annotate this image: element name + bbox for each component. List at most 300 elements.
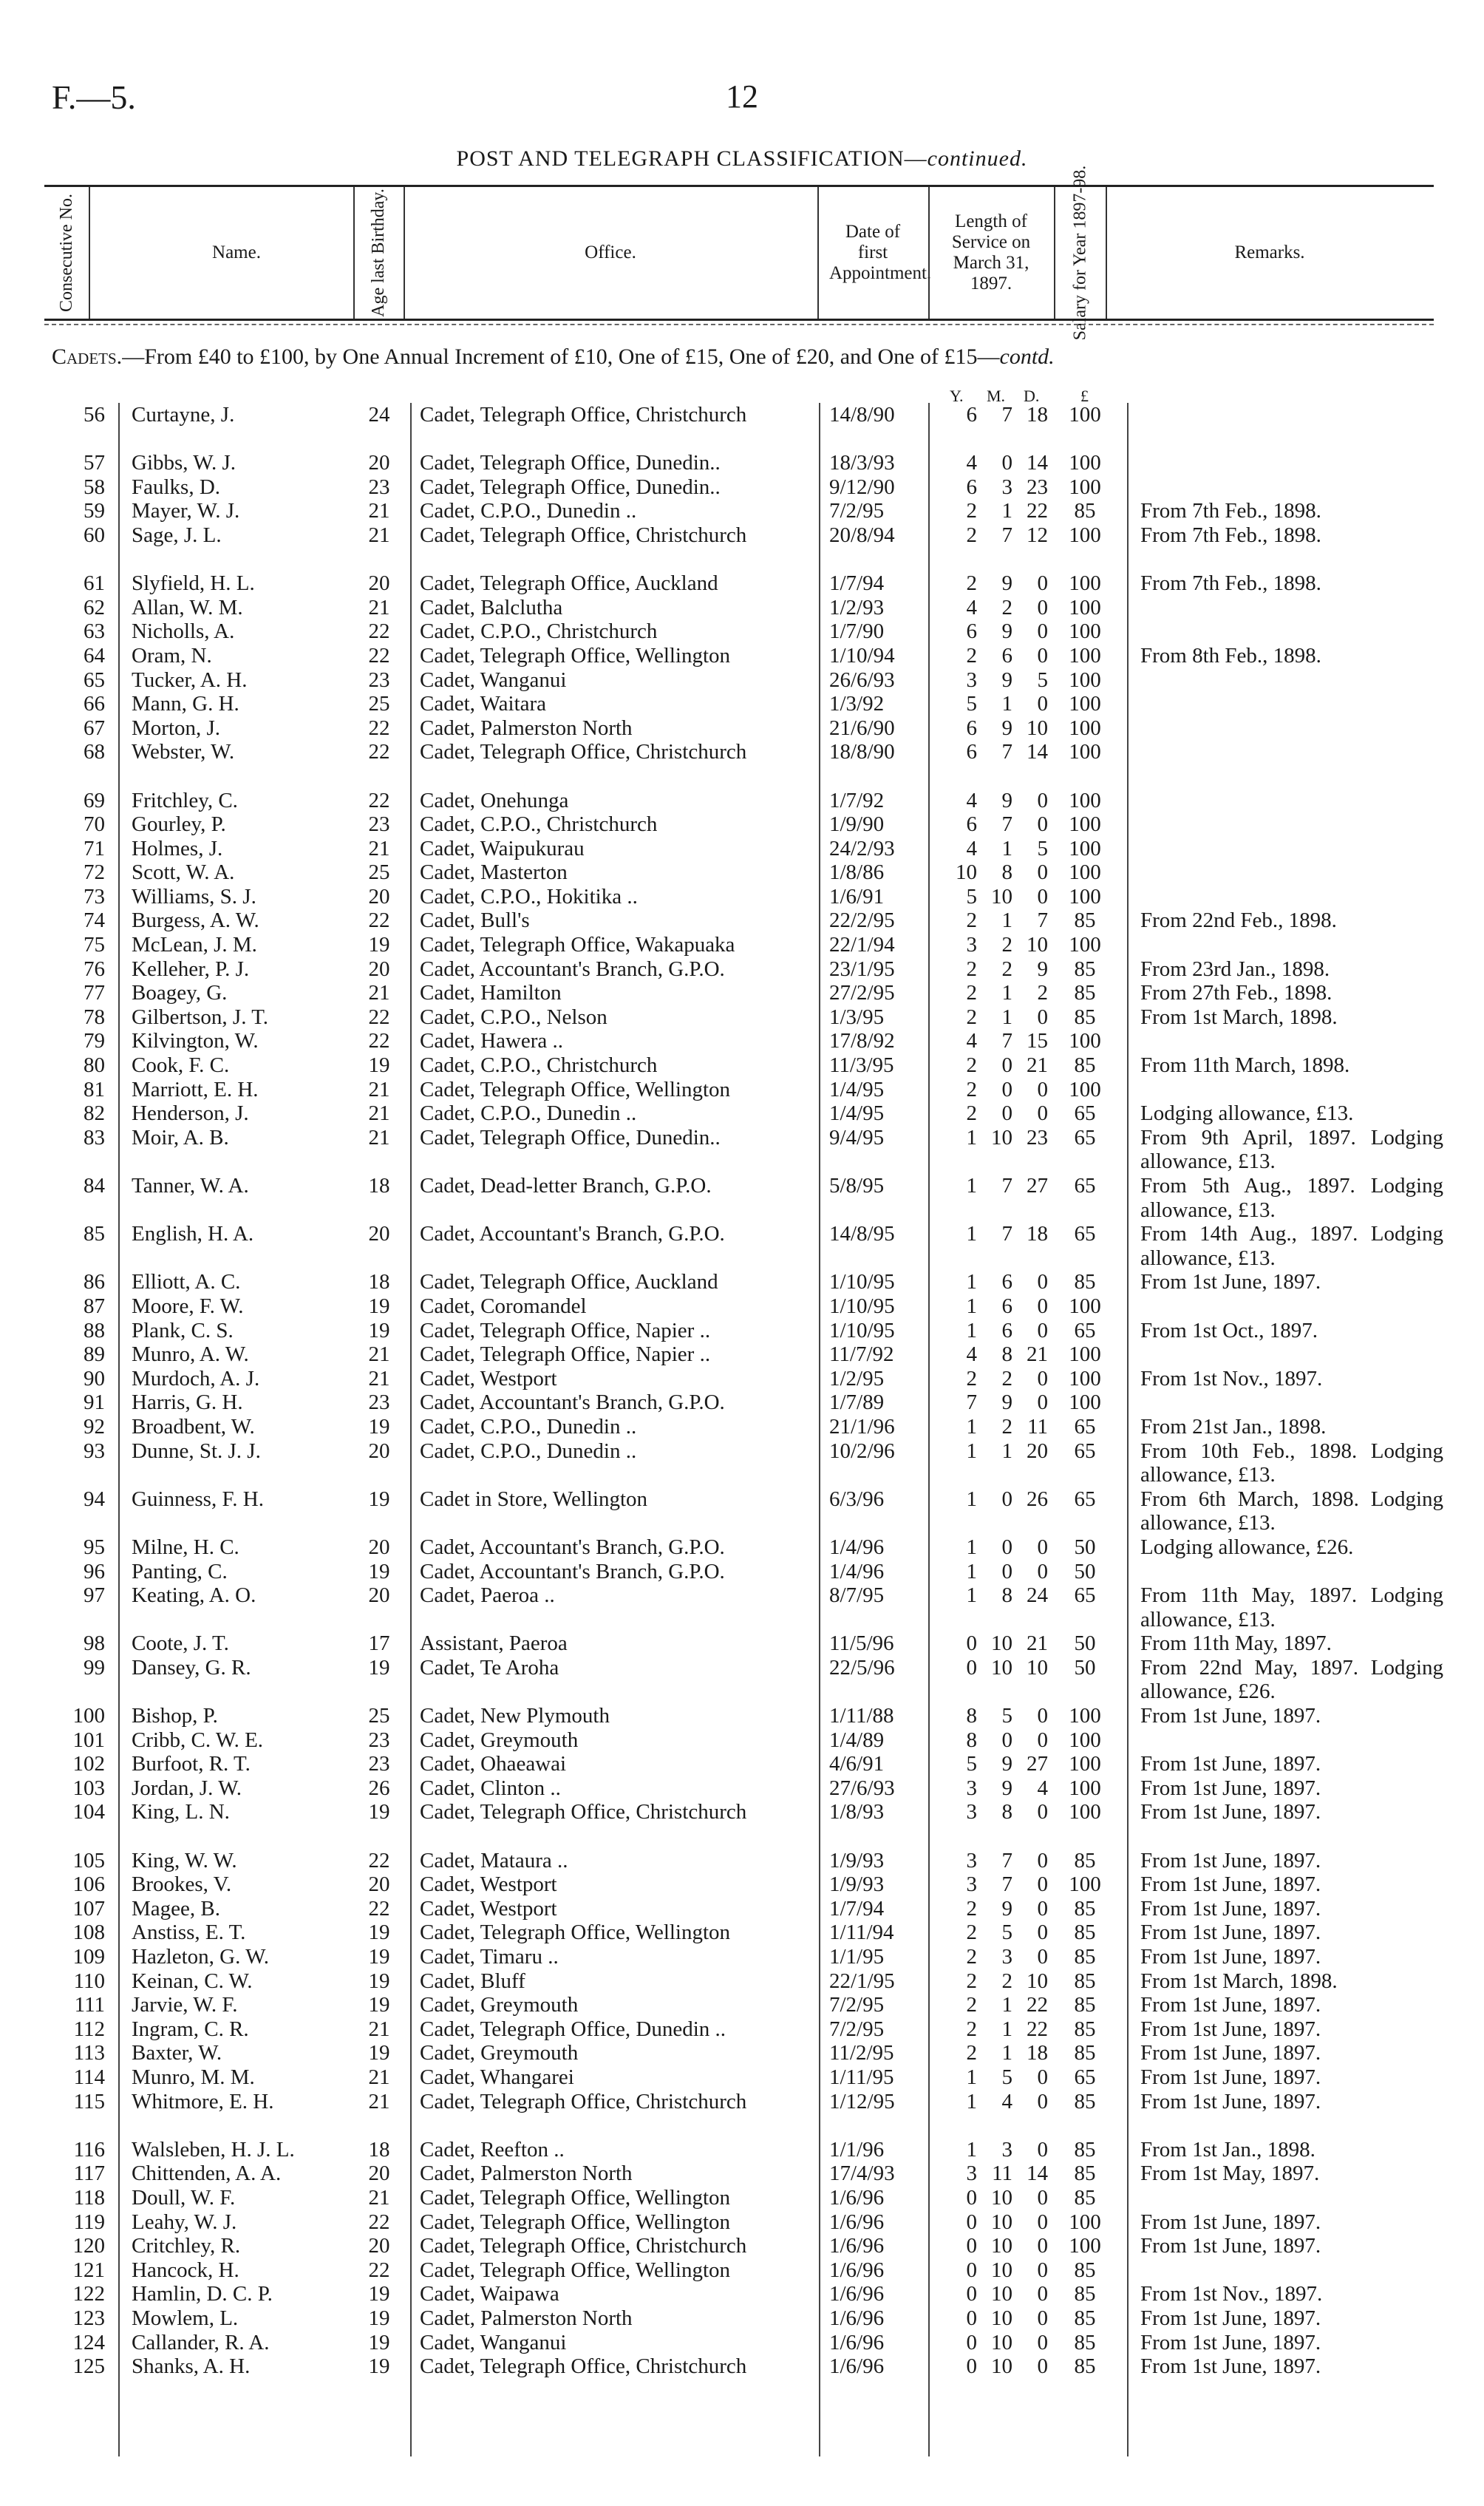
- row-length-y: 1: [966, 1318, 977, 1342]
- row-length-d: 0: [1037, 2330, 1048, 2354]
- table-row: [0, 1078, 1484, 1102]
- row-length-m: 10: [991, 1125, 1012, 1150]
- row-remarks: From 1st Jan., 1898.: [1140, 2137, 1315, 2162]
- row-length-y: 6: [966, 403, 977, 427]
- row-remarks: From 7th Feb., 1898.: [1140, 571, 1321, 596]
- row-length-y: 2: [966, 1921, 977, 1945]
- table-row: [0, 571, 1484, 596]
- section-label: Cadets.: [52, 344, 123, 369]
- row-length: [937, 571, 1048, 596]
- row-age: 20: [368, 571, 390, 596]
- row-salary: 100: [1069, 884, 1101, 909]
- row-name: Plank, C. S.: [132, 1318, 234, 1342]
- row-length-y: 2: [966, 1366, 977, 1390]
- table-row: [0, 1800, 1484, 1848]
- row-length-m: 9: [1001, 1752, 1012, 1776]
- table-row: [0, 981, 1484, 1005]
- row-length-d: 0: [1037, 1390, 1048, 1415]
- row-length-y: 1: [966, 1559, 977, 1583]
- row-length-d: 0: [1037, 2258, 1048, 2282]
- row-salary: 100: [1069, 2234, 1101, 2258]
- row-age: 20: [368, 1535, 390, 1559]
- col-name: Name.: [212, 242, 261, 262]
- row-remarks: From 1st June, 1897.: [1140, 2306, 1321, 2330]
- row-date: 1/2/93: [829, 595, 885, 619]
- row-length-y: 6: [966, 619, 977, 644]
- row-name: Mowlem, L.: [132, 2306, 239, 2330]
- row-length-m: 10: [991, 2210, 1012, 2234]
- row-name: Murdoch, A. J.: [132, 1366, 260, 1390]
- row-number: 124: [72, 2330, 105, 2354]
- row-length-d: 22: [1027, 1993, 1048, 2017]
- row-length-y: 3: [966, 1800, 977, 1824]
- col-length: Length of Service on March 31, 1897.: [951, 211, 1031, 293]
- row-number: 86: [84, 1270, 105, 1294]
- row-length-y: 0: [966, 1655, 977, 1680]
- row-name: Leahy, W. J.: [132, 2210, 237, 2234]
- row-number: 122: [72, 2282, 105, 2306]
- row-office: Cadet, Waitara: [420, 692, 547, 716]
- row-age: 20: [368, 2162, 390, 2186]
- row-length-m: 1: [1001, 836, 1012, 860]
- row-name: Harris, G. H.: [132, 1390, 243, 1415]
- row-remarks: Lodging allowance, £13.: [1140, 1101, 1354, 1126]
- table-row: [0, 1993, 1484, 2017]
- row-length-d: 14: [1027, 2162, 1048, 2186]
- row-name: Anstiss, E. T.: [132, 1921, 246, 1945]
- row-length: [937, 1367, 1048, 1391]
- row-remarks: From 1st June, 1897.: [1140, 2234, 1321, 2258]
- row-office: Cadet, Telegraph Office, Christchurch: [420, 523, 747, 547]
- row-salary: 85: [1074, 2330, 1096, 2354]
- row-office: Cadet, C.P.O., Christchurch: [420, 812, 658, 837]
- row-length-d: 15: [1027, 1029, 1048, 1053]
- row-office: Cadet, Westport: [420, 1872, 557, 1897]
- row-length-m: 9: [1001, 1896, 1012, 1921]
- table-row: [0, 1583, 1484, 1631]
- row-age: 22: [368, 1896, 390, 1921]
- row-length-m: 8: [1001, 1583, 1012, 1608]
- row-name: King, W. W.: [132, 1848, 237, 1872]
- row-remarks: From 1st June, 1897.: [1140, 1776, 1321, 1800]
- row-length-d: 0: [1037, 2065, 1048, 2089]
- col-office: Office.: [585, 242, 636, 262]
- row-salary: 100: [1069, 2210, 1101, 2234]
- row-length-m: 0: [1001, 1535, 1012, 1559]
- row-length: [937, 1319, 1048, 1343]
- row-remarks: From 11th March, 1898.: [1140, 1053, 1350, 1078]
- row-age: 21: [368, 2017, 390, 2041]
- row-length-d: 7: [1037, 909, 1048, 933]
- row-length-m: 2: [1001, 957, 1012, 981]
- row-age: 19: [368, 1969, 390, 1993]
- row-office: Cadet, Dead-letter Branch, G.P.O.: [420, 1174, 712, 1198]
- row-length: [937, 981, 1048, 1005]
- row-length: [937, 1752, 1048, 1776]
- table-row: [0, 1487, 1484, 1535]
- row-length: [937, 2331, 1048, 2355]
- row-name: McLean, J. M.: [132, 933, 257, 957]
- row-number: 73: [84, 884, 105, 909]
- row-age: 20: [368, 2234, 390, 2258]
- row-age: 19: [368, 2282, 390, 2306]
- row-length-d: 14: [1027, 740, 1048, 764]
- table-row: [0, 1752, 1484, 1776]
- row-number: 119: [73, 2210, 105, 2234]
- row-length-y: 2: [966, 981, 977, 1005]
- row-length-y: 1: [966, 1439, 977, 1463]
- row-length-y: 5: [966, 692, 977, 716]
- row-office: Cadet, Telegraph Office, Christchurch: [420, 403, 747, 427]
- row-date: 8/7/95: [829, 1583, 885, 1608]
- row-length-m: 0: [1001, 1559, 1012, 1583]
- row-length-m: 7: [1001, 1222, 1012, 1246]
- row-length-d: 0: [1037, 1559, 1048, 1583]
- row-age: 20: [368, 1222, 390, 1246]
- row-length-y: 2: [966, 643, 977, 668]
- row-length-y: 1: [966, 2065, 977, 2089]
- row-age: 22: [368, 740, 390, 764]
- row-age: 23: [368, 668, 390, 692]
- row-length-y: 0: [966, 2282, 977, 2306]
- row-length-d: 0: [1037, 2282, 1048, 2306]
- row-length-m: 1: [1001, 1005, 1012, 1029]
- row-date: 18/3/93: [829, 451, 895, 475]
- row-age: 19: [368, 1294, 390, 1318]
- row-number: 80: [84, 1053, 105, 1078]
- row-length-m: 5: [1001, 2065, 1012, 2089]
- row-length: [937, 1222, 1048, 1246]
- table-row: [0, 2138, 1484, 2162]
- row-salary: 50: [1074, 1631, 1096, 1656]
- row-remarks: From 1st June, 1897.: [1140, 2065, 1321, 2089]
- row-age: 24: [368, 403, 390, 427]
- row-length-d: 10: [1027, 933, 1048, 957]
- row-number: 81: [84, 1077, 105, 1101]
- row-length-m: 1: [1001, 2017, 1012, 2041]
- table-row: [0, 1174, 1484, 1222]
- row-length-m: 2: [1001, 1366, 1012, 1390]
- row-date: 17/8/92: [829, 1029, 895, 1053]
- row-name: Cribb, C. W. E.: [132, 1728, 264, 1752]
- row-office: Cadet, Wanganui: [420, 2330, 567, 2354]
- row-salary: 100: [1069, 643, 1101, 668]
- row-number: 94: [84, 1487, 105, 1511]
- row-name: Curtayne, J.: [132, 403, 235, 427]
- row-date: 26/6/93: [829, 668, 895, 692]
- row-length-y: 2: [966, 1077, 977, 1101]
- row-length: [937, 740, 1048, 764]
- row-remarks: From 1st June, 1897.: [1140, 2354, 1321, 2379]
- row-length-d: 20: [1027, 1439, 1048, 1463]
- row-remarks: From 1st June, 1897.: [1140, 1993, 1321, 2017]
- row-remarks: From 22nd May, 1897. Lodging allowance, £26.: [1140, 1655, 1443, 1704]
- row-date: 1/7/92: [829, 788, 885, 812]
- row-length-m: 4: [1001, 2089, 1012, 2113]
- row-length: [937, 668, 1048, 693]
- row-length-d: 0: [1037, 2234, 1048, 2258]
- row-date: 1/4/95: [829, 1077, 885, 1101]
- table-row: [0, 1560, 1484, 1584]
- row-date: 1/10/95: [829, 1294, 895, 1318]
- row-number: 115: [73, 2089, 105, 2113]
- row-age: 22: [368, 643, 390, 668]
- row-name: Milne, H. C.: [132, 1535, 239, 1559]
- row-length: [937, 909, 1048, 933]
- row-date: 18/8/90: [829, 740, 895, 764]
- row-office: Cadet, Bull's: [420, 909, 530, 933]
- row-age: 20: [368, 957, 390, 981]
- row-age: 19: [368, 1053, 390, 1078]
- row-length-y: 3: [966, 933, 977, 957]
- table-row: [0, 957, 1484, 982]
- row-office: Cadet, Bluff: [420, 1969, 525, 1993]
- row-name: Tucker, A. H.: [132, 668, 248, 692]
- row-length-d: 27: [1027, 1752, 1048, 1776]
- row-length: [937, 1656, 1048, 1680]
- row-length-m: 1: [1001, 1993, 1012, 2017]
- row-length-y: 1: [966, 1487, 977, 1511]
- row-name: Munro, A. W.: [132, 1342, 249, 1367]
- row-date: 1/9/93: [829, 1848, 885, 1872]
- row-remarks: From 6th March, 1898. Lodging allowance, £13.: [1140, 1487, 1443, 1535]
- row-length-m: 9: [1001, 788, 1012, 812]
- row-name: Webster, W.: [132, 740, 235, 764]
- row-length-y: 0: [966, 2258, 977, 2282]
- table-row: [0, 1390, 1484, 1415]
- row-number: 56: [84, 403, 105, 427]
- row-date: 11/5/96: [829, 1631, 894, 1656]
- row-remarks: From 7th Feb., 1898.: [1140, 499, 1321, 523]
- row-length-m: 5: [1001, 1921, 1012, 1945]
- table-row: [0, 1631, 1484, 1656]
- table-row: [0, 1921, 1484, 1945]
- row-name: Doull, W. F.: [132, 2185, 236, 2210]
- row-date: 1/7/94: [829, 1896, 885, 1921]
- table-row: [0, 1849, 1484, 1873]
- row-office: Cadet, Telegraph Office, Wellington: [420, 2185, 731, 2210]
- row-date: 1/6/96: [829, 2234, 885, 2258]
- row-office: Cadet, C.P.O., Christchurch: [420, 1053, 658, 1078]
- row-date: 22/2/95: [829, 909, 895, 933]
- row-age: 19: [368, 2306, 390, 2330]
- row-office: Cadet, Whangarei: [420, 2065, 574, 2089]
- row-office: Cadet, C.P.O., Nelson: [420, 1005, 607, 1029]
- row-date: 4/6/91: [829, 1752, 885, 1776]
- row-length-y: 1: [966, 2089, 977, 2113]
- row-name: Boagey, G.: [132, 981, 228, 1005]
- row-date: 1/8/86: [829, 860, 885, 885]
- row-length-m: 0: [1001, 1728, 1012, 1752]
- table-row: [0, 812, 1484, 837]
- row-length-y: 1: [966, 1583, 977, 1608]
- row-remarks: From 11th May, 1897.: [1140, 1631, 1332, 1656]
- row-length-y: 1: [966, 1294, 977, 1318]
- row-length-m: 10: [991, 1655, 1012, 1680]
- row-length-d: 0: [1037, 2306, 1048, 2330]
- row-length-m: 8: [1001, 860, 1012, 885]
- row-length: [937, 523, 1048, 548]
- row-age: 20: [368, 884, 390, 909]
- row-length: [937, 1897, 1048, 1921]
- row-name: Brookes, V.: [132, 1872, 232, 1897]
- row-number: 97: [84, 1583, 105, 1608]
- row-name: Keinan, C. W.: [132, 1969, 253, 1993]
- row-length-y: 2: [966, 523, 977, 547]
- row-number: 117: [73, 2162, 105, 2186]
- table-row: [0, 1367, 1484, 1391]
- row-office: Cadet, Telegraph Office, Wellington: [420, 1077, 731, 1101]
- row-salary: 65: [1074, 1174, 1096, 1198]
- row-age: 20: [368, 451, 390, 475]
- table-row: [0, 716, 1484, 741]
- row-number: 123: [72, 2306, 105, 2330]
- row-salary: 85: [1074, 1848, 1096, 1872]
- row-number: 77: [84, 981, 105, 1005]
- table-row: [0, 2041, 1484, 2065]
- row-length-y: 2: [966, 571, 977, 596]
- row-length-m: 9: [1001, 1390, 1012, 1415]
- row-number: 68: [84, 740, 105, 764]
- row-length: [937, 1294, 1048, 1319]
- table-row: [0, 403, 1484, 451]
- row-length: [937, 1439, 1048, 1464]
- table-row: [0, 1945, 1484, 1969]
- row-length-m: 3: [1001, 475, 1012, 499]
- row-length: [937, 596, 1048, 620]
- row-length-d: 0: [1037, 1294, 1048, 1318]
- row-salary: 85: [1074, 981, 1096, 1005]
- row-date: 24/2/93: [829, 836, 895, 860]
- row-length-y: 4: [966, 1029, 977, 1053]
- row-length-d: 10: [1027, 1969, 1048, 1993]
- row-name: King, L. N.: [132, 1800, 230, 1824]
- table-row: [0, 1704, 1484, 1728]
- row-salary: 100: [1069, 1704, 1101, 1728]
- row-length-m: 6: [1001, 1318, 1012, 1342]
- row-office: Cadet, Telegraph Office, Dunedin ..: [420, 2017, 726, 2041]
- row-age: 22: [368, 716, 390, 740]
- row-office: Cadet, Hamilton: [420, 981, 562, 1005]
- row-length-d: 23: [1027, 1125, 1048, 1150]
- table-row: [0, 1728, 1484, 1753]
- row-office: Cadet, Reefton ..: [420, 2137, 565, 2162]
- row-length-m: 0: [1001, 1101, 1012, 1126]
- row-office: Cadet, Waipawa: [420, 2282, 559, 2306]
- row-name: Holmes, J.: [132, 836, 223, 860]
- row-length: [937, 2234, 1048, 2258]
- row-office: Cadet, Telegraph Office, Christchurch: [420, 2234, 747, 2258]
- row-number: 104: [72, 1800, 105, 1824]
- row-date: 1/10/94: [829, 643, 895, 668]
- row-remarks: From 21st Jan., 1898.: [1140, 1414, 1327, 1439]
- section-heading: [52, 344, 1055, 370]
- row-length-m: 10: [991, 2282, 1012, 2306]
- row-office: Assistant, Paeroa: [420, 1631, 568, 1656]
- row-salary: 100: [1069, 619, 1101, 644]
- row-number: 98: [84, 1631, 105, 1656]
- row-salary: 100: [1069, 812, 1101, 837]
- staff-table: [0, 403, 1484, 2473]
- row-date: 1/10/95: [829, 1318, 895, 1342]
- row-salary: 50: [1074, 1559, 1096, 1583]
- row-length: [937, 1415, 1048, 1439]
- row-name: Allan, W. M.: [132, 595, 243, 619]
- row-number: 92: [84, 1414, 105, 1439]
- row-remarks: From 1st June, 1897.: [1140, 1921, 1321, 1945]
- row-length-y: 2: [966, 1101, 977, 1126]
- row-length: [937, 475, 1048, 500]
- unit-days: D.: [1024, 387, 1040, 405]
- row-salary: 100: [1069, 451, 1101, 475]
- page-title: [0, 146, 1484, 172]
- row-office: Cadet, Telegraph Office, Christchurch: [420, 2354, 747, 2379]
- row-number: 120: [72, 2234, 105, 2258]
- row-age: 21: [368, 1342, 390, 1367]
- row-age: 22: [368, 788, 390, 812]
- row-office: Cadet, Telegraph Office, Wellington: [420, 2258, 731, 2282]
- row-office: Cadet, Balclutha: [420, 595, 563, 619]
- row-name: Mayer, W. J.: [132, 499, 240, 523]
- row-name: Hazleton, G. W.: [132, 1945, 270, 1969]
- row-date: 1/8/93: [829, 1800, 885, 1824]
- row-office: Cadet in Store, Wellington: [420, 1487, 648, 1511]
- row-name: Sage, J. L.: [132, 523, 222, 547]
- row-name: Critchley, R.: [132, 2234, 241, 2258]
- row-length-m: 8: [1001, 1800, 1012, 1824]
- row-length-y: 5: [966, 884, 977, 909]
- row-date: 1/6/96: [829, 2306, 885, 2330]
- row-office: Cadet, Westport: [420, 1896, 557, 1921]
- row-age: 23: [368, 475, 390, 499]
- row-salary: 100: [1069, 595, 1101, 619]
- row-number: 106: [72, 1872, 105, 1897]
- section-contd: contd.: [999, 344, 1055, 369]
- row-number: 99: [84, 1655, 105, 1680]
- row-length-m: 3: [1001, 2137, 1012, 2162]
- row-length: [937, 716, 1048, 741]
- row-remarks: From 1st June, 1897.: [1140, 2089, 1321, 2113]
- row-length: [937, 1126, 1048, 1150]
- row-length-y: 10: [956, 860, 977, 885]
- row-salary: 85: [1074, 1053, 1096, 1078]
- row-number: 70: [84, 812, 105, 837]
- row-date: 7/2/95: [829, 499, 885, 523]
- row-age: 20: [368, 1439, 390, 1463]
- row-length: [937, 1969, 1048, 1994]
- row-salary: 85: [1074, 2041, 1096, 2065]
- row-date: 21/6/90: [829, 716, 895, 740]
- row-length-y: 3: [966, 1848, 977, 1872]
- row-date: 1/6/91: [829, 884, 885, 909]
- row-salary: 85: [1074, 499, 1096, 523]
- row-remarks: From 1st Oct., 1897.: [1140, 1318, 1318, 1342]
- row-name: Elliott, A. C.: [132, 1270, 241, 1294]
- row-length: [937, 1078, 1048, 1102]
- row-date: 11/2/95: [829, 2041, 894, 2065]
- row-age: 19: [368, 2354, 390, 2379]
- table-row: [0, 1005, 1484, 1030]
- row-length-d: 0: [1037, 1318, 1048, 1342]
- row-length-m: 1: [1001, 2041, 1012, 2065]
- row-number: 110: [73, 1969, 105, 1993]
- row-age: 23: [368, 1390, 390, 1415]
- row-age: 19: [368, 1559, 390, 1583]
- row-remarks: From 1st June, 1897.: [1140, 2330, 1321, 2354]
- row-date: 1/11/88: [829, 1704, 894, 1728]
- row-name: Callander, R. A.: [132, 2330, 270, 2354]
- table-row: [0, 692, 1484, 716]
